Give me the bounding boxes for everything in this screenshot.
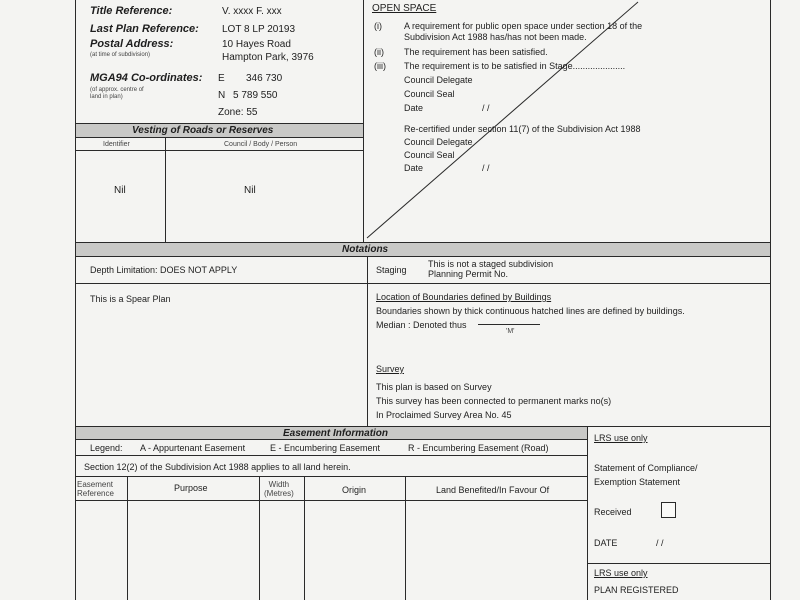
open-space-item1-line1: A requirement for public open space under section 18 of the xyxy=(404,21,643,31)
council-delegate-2: Council Delegate xyxy=(404,137,473,147)
easting-value: 346 730 xyxy=(246,73,283,84)
postal-address-line2: Hampton Park, 3976 xyxy=(222,52,314,63)
col-width: Width (Metres) xyxy=(264,480,294,498)
northing-value: 5 789 550 xyxy=(233,90,278,101)
survey-line2: This survey has been connected to permanent marks no(s) xyxy=(376,396,612,406)
plan-registered: PLAN REGISTERED xyxy=(594,585,679,595)
boundaries-text: Boundaries shown by thick continuous hatched lines are defined by buildings. xyxy=(376,306,685,316)
mga-label: MGA94 Co-ordinates: xyxy=(90,72,203,84)
notations-title: Notations xyxy=(342,244,389,255)
open-space-item3: The requirement is to be satisfied in Stage..................... xyxy=(404,61,626,71)
council-seal-2: Council Seal xyxy=(404,150,455,160)
col-land-benefited: Land Benefited/In Favour Of xyxy=(436,485,550,495)
section-12-note: Section 12(2) of the Subdivision Act 1988 applies to all land herein. xyxy=(84,462,351,472)
open-space-date: Date xyxy=(404,103,424,113)
legend-a: A - Appurtenant Easement xyxy=(140,443,246,453)
easting-label: E xyxy=(218,73,225,84)
postal-address-line1: 10 Hayes Road xyxy=(222,39,291,50)
vesting-title: Vesting of Roads or Reserves xyxy=(132,125,274,136)
legend-r: R - Encumbering Easement (Road) xyxy=(408,443,549,453)
open-space-date-2: Date xyxy=(404,163,424,173)
spear-plan: This is a Spear Plan xyxy=(90,294,171,304)
easement-title: Easement Information xyxy=(283,428,389,439)
received-label: Received xyxy=(594,507,632,517)
col-origin: Origin xyxy=(342,485,367,495)
median-symbol-line xyxy=(478,324,540,325)
col-easement-ref: Easement Reference xyxy=(77,480,114,498)
staging-line2: Planning Permit No. xyxy=(428,269,509,279)
median-symbol: 'M' xyxy=(506,328,515,335)
open-space-item2: The requirement has been satisfied. xyxy=(404,47,548,57)
survey-line3: In Proclaimed Survey Area No. 45 xyxy=(376,410,512,420)
title-reference-label: Title Reference: xyxy=(90,5,173,17)
staging-label: Staging xyxy=(376,265,407,275)
vesting-council-value: Nil xyxy=(244,185,256,196)
postal-address-label: Postal Address: xyxy=(90,38,174,50)
survey-line1: This plan is based on Survey xyxy=(376,382,492,392)
recertified: Re-certified under section 11(7) of the Subdivision Act 1988 xyxy=(404,124,641,134)
last-plan-value: LOT 8 LP 20193 xyxy=(222,24,296,35)
open-space-title: OPEN SPACE xyxy=(372,3,437,14)
lrs-title-2: LRS use only xyxy=(594,568,648,578)
zone: Zone: 55 xyxy=(218,107,258,118)
vesting-col-identifier: Identifier xyxy=(103,141,130,148)
legend-e: E - Encumbering Easement xyxy=(270,443,381,453)
open-space-item3-num: (iii) xyxy=(374,61,386,71)
staging-line1: This is not a staged subdivision xyxy=(428,259,554,269)
open-space-date-slashes-2: / / xyxy=(482,163,490,173)
boundaries-title: Location of Boundaries defined by Buildings xyxy=(376,292,552,302)
title-reference-value: V. xxxx F. xxx xyxy=(222,6,282,17)
northing-label: N xyxy=(218,90,226,101)
col-purpose: Purpose xyxy=(174,483,208,493)
mga-note: (of approx. centre of land in plan) xyxy=(90,87,144,100)
depth-limitation: Depth Limitation: DOES NOT APPLY xyxy=(90,265,238,275)
lrs-date-slashes: / / xyxy=(656,538,664,548)
survey-title: Survey xyxy=(376,364,405,374)
open-space-item2-num: (ii) xyxy=(374,47,384,57)
vesting-identifier-value: Nil xyxy=(114,185,126,196)
postal-address-note: (at time of subdivision) xyxy=(90,52,151,58)
open-space-item1-num: (i) xyxy=(374,21,382,31)
last-plan-label: Last Plan Reference: xyxy=(90,23,199,35)
open-space-item1-line2: Subdivision Act 1988 has/has not been made. xyxy=(404,32,587,42)
lrs-title-1: LRS use only xyxy=(594,433,648,443)
statement-line2: Exemption Statement xyxy=(594,477,681,487)
vesting-col-council: Council / Body / Person xyxy=(224,141,298,148)
council-seal: Council Seal xyxy=(404,89,455,99)
median-label: Median : Denoted thus xyxy=(376,320,467,330)
statement-line1: Statement of Compliance/ xyxy=(594,463,698,473)
legend-label: Legend: xyxy=(90,443,123,453)
lrs-date-label: DATE xyxy=(594,538,618,548)
council-delegate: Council Delegate xyxy=(404,75,473,85)
open-space-date-slashes: / / xyxy=(482,103,490,113)
received-checkbox[interactable] xyxy=(661,502,676,518)
